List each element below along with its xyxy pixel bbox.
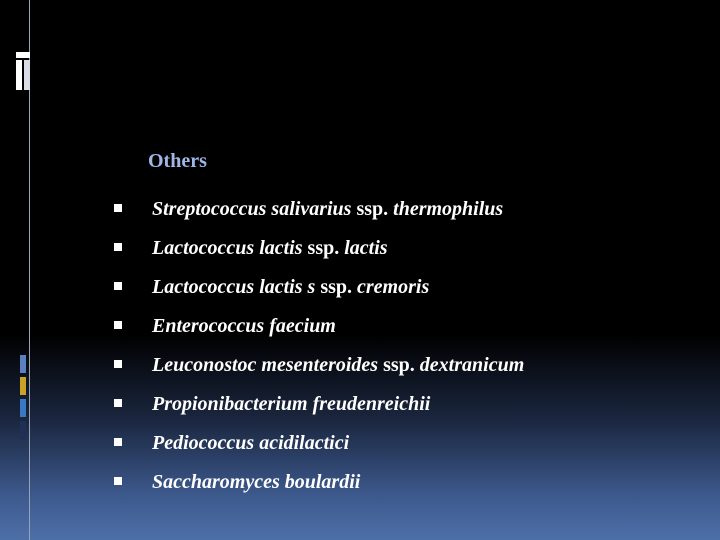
square-bullet-icon [114,282,122,290]
list-item-text [152,276,429,299]
list-item-text [152,237,388,260]
list-item-text [152,471,360,494]
corner-decoration [16,52,30,90]
list-item [110,424,524,463]
square-bullet-icon [114,321,122,329]
square-bullet-icon [114,243,122,251]
list-item-text [152,315,336,338]
square-bullet-icon [114,204,122,212]
bullet-list [110,190,524,502]
list-item-text-part: ssp. [302,237,345,259]
list-item-text-part: ssp. [351,198,394,220]
list-item-text-part: Streptococcus salivarius [152,198,352,220]
square-bullet-icon [114,438,122,446]
side-color-mark [20,421,26,439]
list-item-text-part: Enterococcus faecium [152,315,336,337]
square-bullet-icon [114,360,122,368]
list-item-text-part: Saccharomyces boulardii [152,471,361,493]
list-item-text-part: ssp. [315,276,358,298]
list-item [110,307,524,346]
list-item-text-part: Propionibacterium freudenreichii [152,393,431,415]
list-item-text-part: Lactococcus lactis [152,237,303,259]
side-color-marks [20,355,26,443]
slide-heading: Others [148,150,207,172]
side-color-mark [20,399,26,417]
list-item [110,346,524,385]
square-bullet-icon [114,477,122,485]
list-item-text [152,432,349,455]
list-item-text [152,354,524,377]
list-item-text-part: thermophilus [393,198,504,220]
list-item [110,229,524,268]
list-item-text-part: lactis [344,237,388,259]
side-color-mark [20,355,26,373]
list-item [110,190,524,229]
list-item-text-part: dextranicum [419,354,525,376]
list-item-text [152,198,503,221]
list-item-text-part: ssp. [378,354,420,376]
list-item-text [152,393,430,416]
list-item [110,268,524,307]
list-item-text-part: Pediococcus acidilactici [152,432,350,454]
list-item [110,385,524,424]
list-item [110,463,524,502]
list-item-text-part: cremoris [357,276,430,298]
square-bullet-icon [114,399,122,407]
list-item-text-part: Lactococcus lactis s [152,276,316,298]
list-item-text-part: Leuconostoc mesenteroides [152,354,379,376]
side-color-mark [20,377,26,395]
